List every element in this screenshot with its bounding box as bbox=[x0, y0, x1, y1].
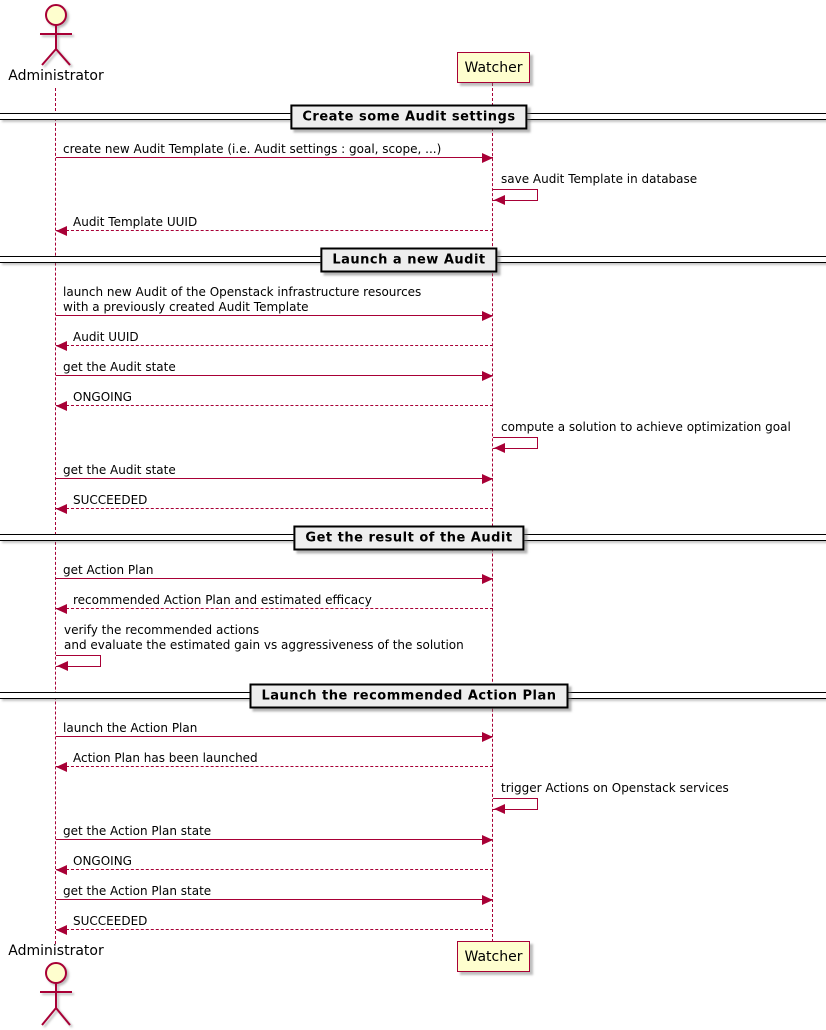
message-label: ONGOING bbox=[73, 854, 132, 868]
message-label: ONGOING bbox=[73, 390, 132, 404]
arrowhead-left-icon bbox=[56, 925, 67, 935]
arrowhead-right-icon bbox=[482, 574, 493, 584]
arrowhead-left-icon bbox=[56, 341, 67, 351]
message-label: get the Action Plan state bbox=[63, 884, 212, 898]
arrowhead-left-icon bbox=[56, 226, 67, 236]
arrowhead-left-icon bbox=[56, 762, 67, 772]
participant-watcher-bottom bbox=[457, 941, 530, 972]
self-message-label: trigger Actions on Openstack services bbox=[501, 781, 729, 795]
section-divider: Create some Audit settings bbox=[290, 105, 527, 130]
self-message-label: and evaluate the estimated gain vs aggressiveness of the solution bbox=[64, 638, 464, 652]
message-arrow bbox=[56, 508, 493, 509]
arrowhead-right-icon bbox=[482, 835, 493, 845]
message-label: create new Audit Template (i.e. Audit settings : goal, scope, ...) bbox=[63, 142, 442, 156]
actor-administrator-icon-bottom bbox=[26, 961, 86, 1027]
message-arrow bbox=[56, 375, 493, 376]
arrowhead-right-icon bbox=[482, 732, 493, 742]
section-divider: Get the result of the Audit bbox=[293, 526, 524, 551]
message-label: Audit Template UUID bbox=[73, 215, 198, 229]
message-label: get the Audit state bbox=[63, 463, 176, 477]
participant-watcher-top bbox=[457, 52, 530, 83]
section-divider: Launch the recommended Action Plan bbox=[249, 684, 568, 709]
arrowhead-right-icon bbox=[482, 153, 493, 163]
arrowhead-right-icon bbox=[482, 474, 493, 484]
watcher-label-bottom: Watcher bbox=[464, 948, 523, 965]
message-label: SUCCEEDED bbox=[73, 493, 148, 507]
arrowhead-right-icon bbox=[482, 895, 493, 905]
message-label: get the Audit state bbox=[63, 360, 176, 374]
administrator-label-top: Administrator bbox=[8, 68, 104, 84]
message-label: launch new Audit of the Openstack infrastructure resources bbox=[63, 285, 422, 299]
self-message-label: save Audit Template in database bbox=[501, 172, 698, 186]
arrowhead-left-icon bbox=[494, 443, 505, 453]
message-arrow bbox=[56, 315, 493, 316]
self-message-label: verify the recommended actions bbox=[64, 623, 260, 637]
message-arrow bbox=[56, 766, 493, 767]
arrowhead-right-icon bbox=[482, 371, 493, 381]
arrowhead-left-icon bbox=[56, 865, 67, 875]
message-label: with a previously created Audit Template bbox=[63, 300, 309, 314]
message-arrow bbox=[56, 578, 493, 579]
administrator-label-bottom: Administrator bbox=[8, 943, 104, 959]
arrowhead-left-icon bbox=[56, 604, 67, 614]
message-arrow bbox=[56, 839, 493, 840]
arrowhead-left-icon bbox=[494, 804, 505, 814]
arrowhead-left-icon bbox=[57, 661, 68, 671]
arrowhead-left-icon bbox=[494, 195, 505, 205]
message-label: get Action Plan bbox=[63, 563, 154, 577]
message-arrow bbox=[56, 345, 493, 346]
arrowhead-left-icon bbox=[56, 401, 67, 411]
message-arrow bbox=[56, 869, 493, 870]
arrowhead-left-icon bbox=[56, 504, 67, 514]
message-arrow bbox=[56, 736, 493, 737]
message-arrow bbox=[56, 899, 493, 900]
arrowhead-right-icon bbox=[482, 311, 493, 321]
actor-administrator-icon bbox=[26, 4, 86, 66]
message-arrow bbox=[56, 608, 493, 609]
message-label: SUCCEEDED bbox=[73, 914, 148, 928]
message-label: get the Action Plan state bbox=[63, 824, 212, 838]
lifeline-administrator bbox=[55, 88, 56, 944]
message-label: recommended Action Plan and estimated efficacy bbox=[73, 593, 372, 607]
message-arrow bbox=[56, 157, 493, 158]
message-arrow bbox=[56, 478, 493, 479]
message-label: Audit UUID bbox=[73, 330, 139, 344]
self-message-label: compute a solution to achieve optimization goal bbox=[501, 420, 791, 434]
message-arrow bbox=[56, 230, 493, 231]
lifeline-watcher bbox=[492, 83, 493, 942]
message-label: launch the Action Plan bbox=[63, 721, 198, 735]
message-arrow bbox=[56, 405, 493, 406]
message-label: Action Plan has been launched bbox=[73, 751, 258, 765]
watcher-label-top: Watcher bbox=[464, 59, 523, 76]
section-divider: Launch a new Audit bbox=[320, 248, 497, 273]
message-arrow bbox=[56, 929, 493, 930]
